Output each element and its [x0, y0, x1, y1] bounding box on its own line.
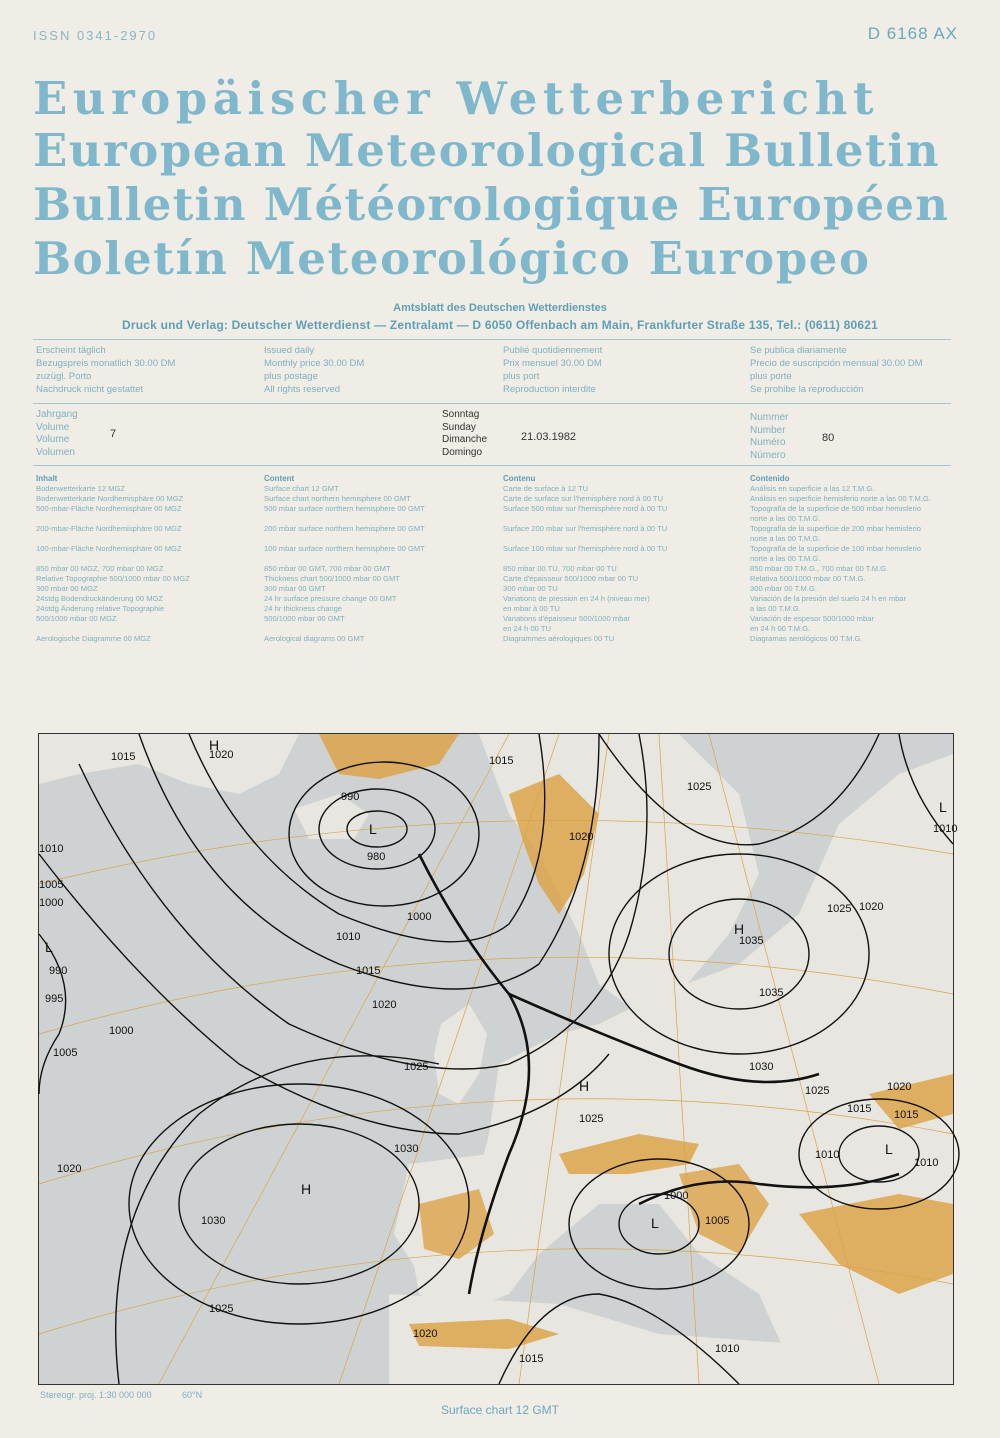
isobar-label: 1005 — [53, 1047, 78, 1059]
isobar-label: 1000 — [664, 1190, 689, 1202]
high-center: H — [301, 1181, 312, 1197]
high-center: H — [734, 921, 745, 937]
title-french: Bulletin Météorologique Européen — [33, 178, 950, 231]
subscription-es: Se publica diariamente Precio de suscripción mensual 30.00 DM plus porte Se prohibe la reproducción — [750, 345, 923, 395]
map-projection-note: Stereogr. proj. 1:30 000 000 — [40, 1390, 152, 1400]
map-latitude-note: 60°N — [182, 1390, 203, 1400]
subscription-fr: Publié quotidiennement Prix mensuel 30.00 DM plus port Reproduction interdite — [503, 345, 603, 395]
divider — [33, 465, 951, 466]
issn-number: ISSN 0341-2970 — [33, 28, 158, 43]
land-greenland — [39, 734, 299, 794]
isobar-label: 995 — [45, 993, 64, 1005]
isobar-label: 1035 — [739, 935, 764, 947]
isobar-label: 1015 — [894, 1109, 919, 1121]
isobar-label: 1020 — [413, 1328, 438, 1340]
isobar-label: 1025 — [827, 903, 852, 915]
isobar-label: 1015 — [489, 755, 514, 767]
isobar-label: 1010 — [715, 1343, 740, 1355]
publisher-line: Druck und Verlag: Deutscher Wetterdienst — Zentralamt — D 6050 Offenbach am Main, Frankfurter Straße 135, Tel.: (0611) 80621 — [122, 318, 878, 332]
high-center: H — [579, 1078, 590, 1094]
isobar-label: 1005 — [39, 879, 64, 891]
title-german: Europäischer Wetterbericht — [33, 72, 880, 125]
isobar-label: 1010 — [914, 1157, 939, 1169]
high-center: H — [209, 737, 220, 753]
isobar-label: 1000 — [39, 897, 64, 909]
isobar-label: 990 — [49, 965, 68, 977]
isobar-label: 1000 — [109, 1025, 134, 1037]
isobar-label: 1025 — [687, 781, 712, 793]
isobar-label: 1020 — [887, 1081, 912, 1093]
contents-es: Contenido Análisis en superficie a las 12 T.M.G. Análisis en superficie hemisferio norte a las 00 T.M.G. Topografía de la superficie de 500 mbar hemisferio norte a las 00 T.M.G. Topografía de la superficie de 200 mbar hemisferio norte a las 00 T.M.G. Topografía de la superficie de 100 mbar hemisferio norte a las 00 T.M.G. 850 mbar 00 T.M.G., 700 mbar 00 T.M.G. Relativa 500/1000 mbar 00 T.M.G. 300 mbar 00 T.M.G. Variación de la presión del suelo 24 h en mbar a las 00 T.M.G. Variación de espesor 500/1000 mbar en 24 h 00 T.M.G. Diagramas aerológicos 00 T.M.G. — [750, 474, 931, 643]
low-center: L — [45, 939, 53, 955]
issue-date: 21.03.1982 — [521, 431, 577, 443]
isobar-label: 1000 — [407, 911, 432, 923]
subscription-en: Issued daily Monthly price 30.00 DM plus postage All rights reserved — [264, 345, 365, 395]
isobar-label: 1020 — [209, 749, 234, 761]
isobar-label: 1005 — [705, 1215, 730, 1227]
divider — [33, 339, 951, 340]
isobar-label: 1015 — [519, 1353, 544, 1365]
low-center: L — [369, 821, 377, 837]
isobar-label: 1025 — [404, 1061, 429, 1073]
isobar-label: 1030 — [201, 1215, 226, 1227]
isobar-label: 990 — [341, 791, 360, 803]
contents-fr: Contenu Carte de surface à 12 TU Carte de surface sur l'hemisphère nord à 00 TU Surface 500 mbar sur l'hemisphère nord à 00 TU Surface 200 mbar sur l'hemisphère nord à 00 TU Surface 100 mbar sur l'hemisphère nord à 00 TU 850 mbar 00 TU, 700 mbar 00 TU Carte d'épaisseur 500/1000 mbar 00 TU 300 mbar 00 TU Variations de pression en 24 h (niveau mer) en mbar à 00 TU Variations d'épaisseur 500/1000 mbar en 24 h 00 TU Diagrammes aérologiques 00 TU — [503, 474, 668, 643]
land-british-isles — [434, 1004, 487, 1104]
isobar-label: 1025 — [579, 1113, 604, 1125]
title-spanish: Boletín Meteorológico Europeo — [33, 232, 871, 285]
low-center: L — [651, 1215, 659, 1231]
isobar-label: 1020 — [569, 831, 594, 843]
isobar-label: 1030 — [394, 1143, 419, 1155]
volume-value: 7 — [110, 428, 117, 440]
divider — [33, 403, 951, 404]
isobar-label: 980 — [367, 851, 386, 863]
publication-code: D 6168 AX — [867, 24, 958, 43]
low-center: L — [939, 799, 947, 815]
isobar-label: 1010 — [39, 843, 64, 855]
isobar-label: 1015 — [356, 965, 381, 977]
official-gazette-line: Amtsblatt des Deutschen Wetterdienstes — [393, 302, 607, 314]
isobar-label: 1020 — [57, 1163, 82, 1175]
weather-map-graphic — [39, 734, 958, 1384]
isobar-label: 1010 — [815, 1149, 840, 1161]
subscription-de: Erscheint täglich Bezugspreis monatlich 30.00 DM zuzügl. Porto Nachdruck nicht gestattet — [36, 345, 176, 395]
number-labels: Nummer Number Numéro Número — [750, 412, 789, 461]
isobar-label: 1015 — [111, 751, 136, 763]
isobar-label: 1020 — [372, 999, 397, 1011]
land-scandinavia — [479, 734, 759, 1014]
title-english: European Meteorological Bulletin — [33, 124, 941, 177]
isobar-label: 1025 — [209, 1303, 234, 1315]
low-center: L — [885, 1141, 893, 1157]
contents-en: Content Surface chart 12 GMT Surface chart northern hemisphere 00 GMT 500 mbar surface northern hemisphere 00 GMT 200 mbar surface northern hemisphere 00 GMT 100 mbar surface northern hemisphere 00 GMT 850 mbar 00 GMT, 700 mbar 00 GMT Thickness chart 500/1000 mbar 00 GMT 300 mbar 00 GMT 24 hr surface pressure change 00 GMT 24 hr thickness change 500/1000 mbar 00 GMT Aerological diagrams 00 GMT — [264, 474, 425, 643]
isobar-label: 1025 — [805, 1085, 830, 1097]
surface-weather-map — [38, 733, 958, 1385]
terrain-greenland — [319, 734, 459, 779]
isobar-label: 1020 — [859, 901, 884, 913]
isobar-label: 1015 — [847, 1103, 872, 1115]
map-caption: Surface chart 12 GMT — [440, 1403, 560, 1417]
isobar-label: 1010 — [336, 931, 361, 943]
day-labels: Sonntag Sunday Dimanche Domingo — [442, 409, 488, 458]
contents-de: Inhalt Bodenwetterkarte 12 MGZ Bodenwetterkarte Nordhemisphäre 00 MGZ 500-mbar-Fläche Nordhemisphäre 00 MGZ 200-mbar-Fläche Nordhemisphäre 00 MGZ 100-mbar-Fläche Nordhemisphäre 00 MGZ 850 mbar 00 MGZ, 700 mbar 00 MGZ Relative Topographie 500/1000 mbar 00 MGZ 300 mbar 00 MGZ 24stdg Bodendruckänderung 00 MGZ 24stdg Änderung relative Topographie 500/1000 mbar 00 MGZ Aerologische Diagramme 00 MGZ — [36, 474, 190, 643]
isobar-label: 1010 — [933, 823, 958, 835]
issue-number: 80 — [822, 432, 835, 444]
isobar-label: 1030 — [749, 1061, 774, 1073]
volume-labels: Jahrgang Volume Volume Volumen — [36, 409, 78, 458]
isobar-label: 1035 — [759, 987, 784, 999]
